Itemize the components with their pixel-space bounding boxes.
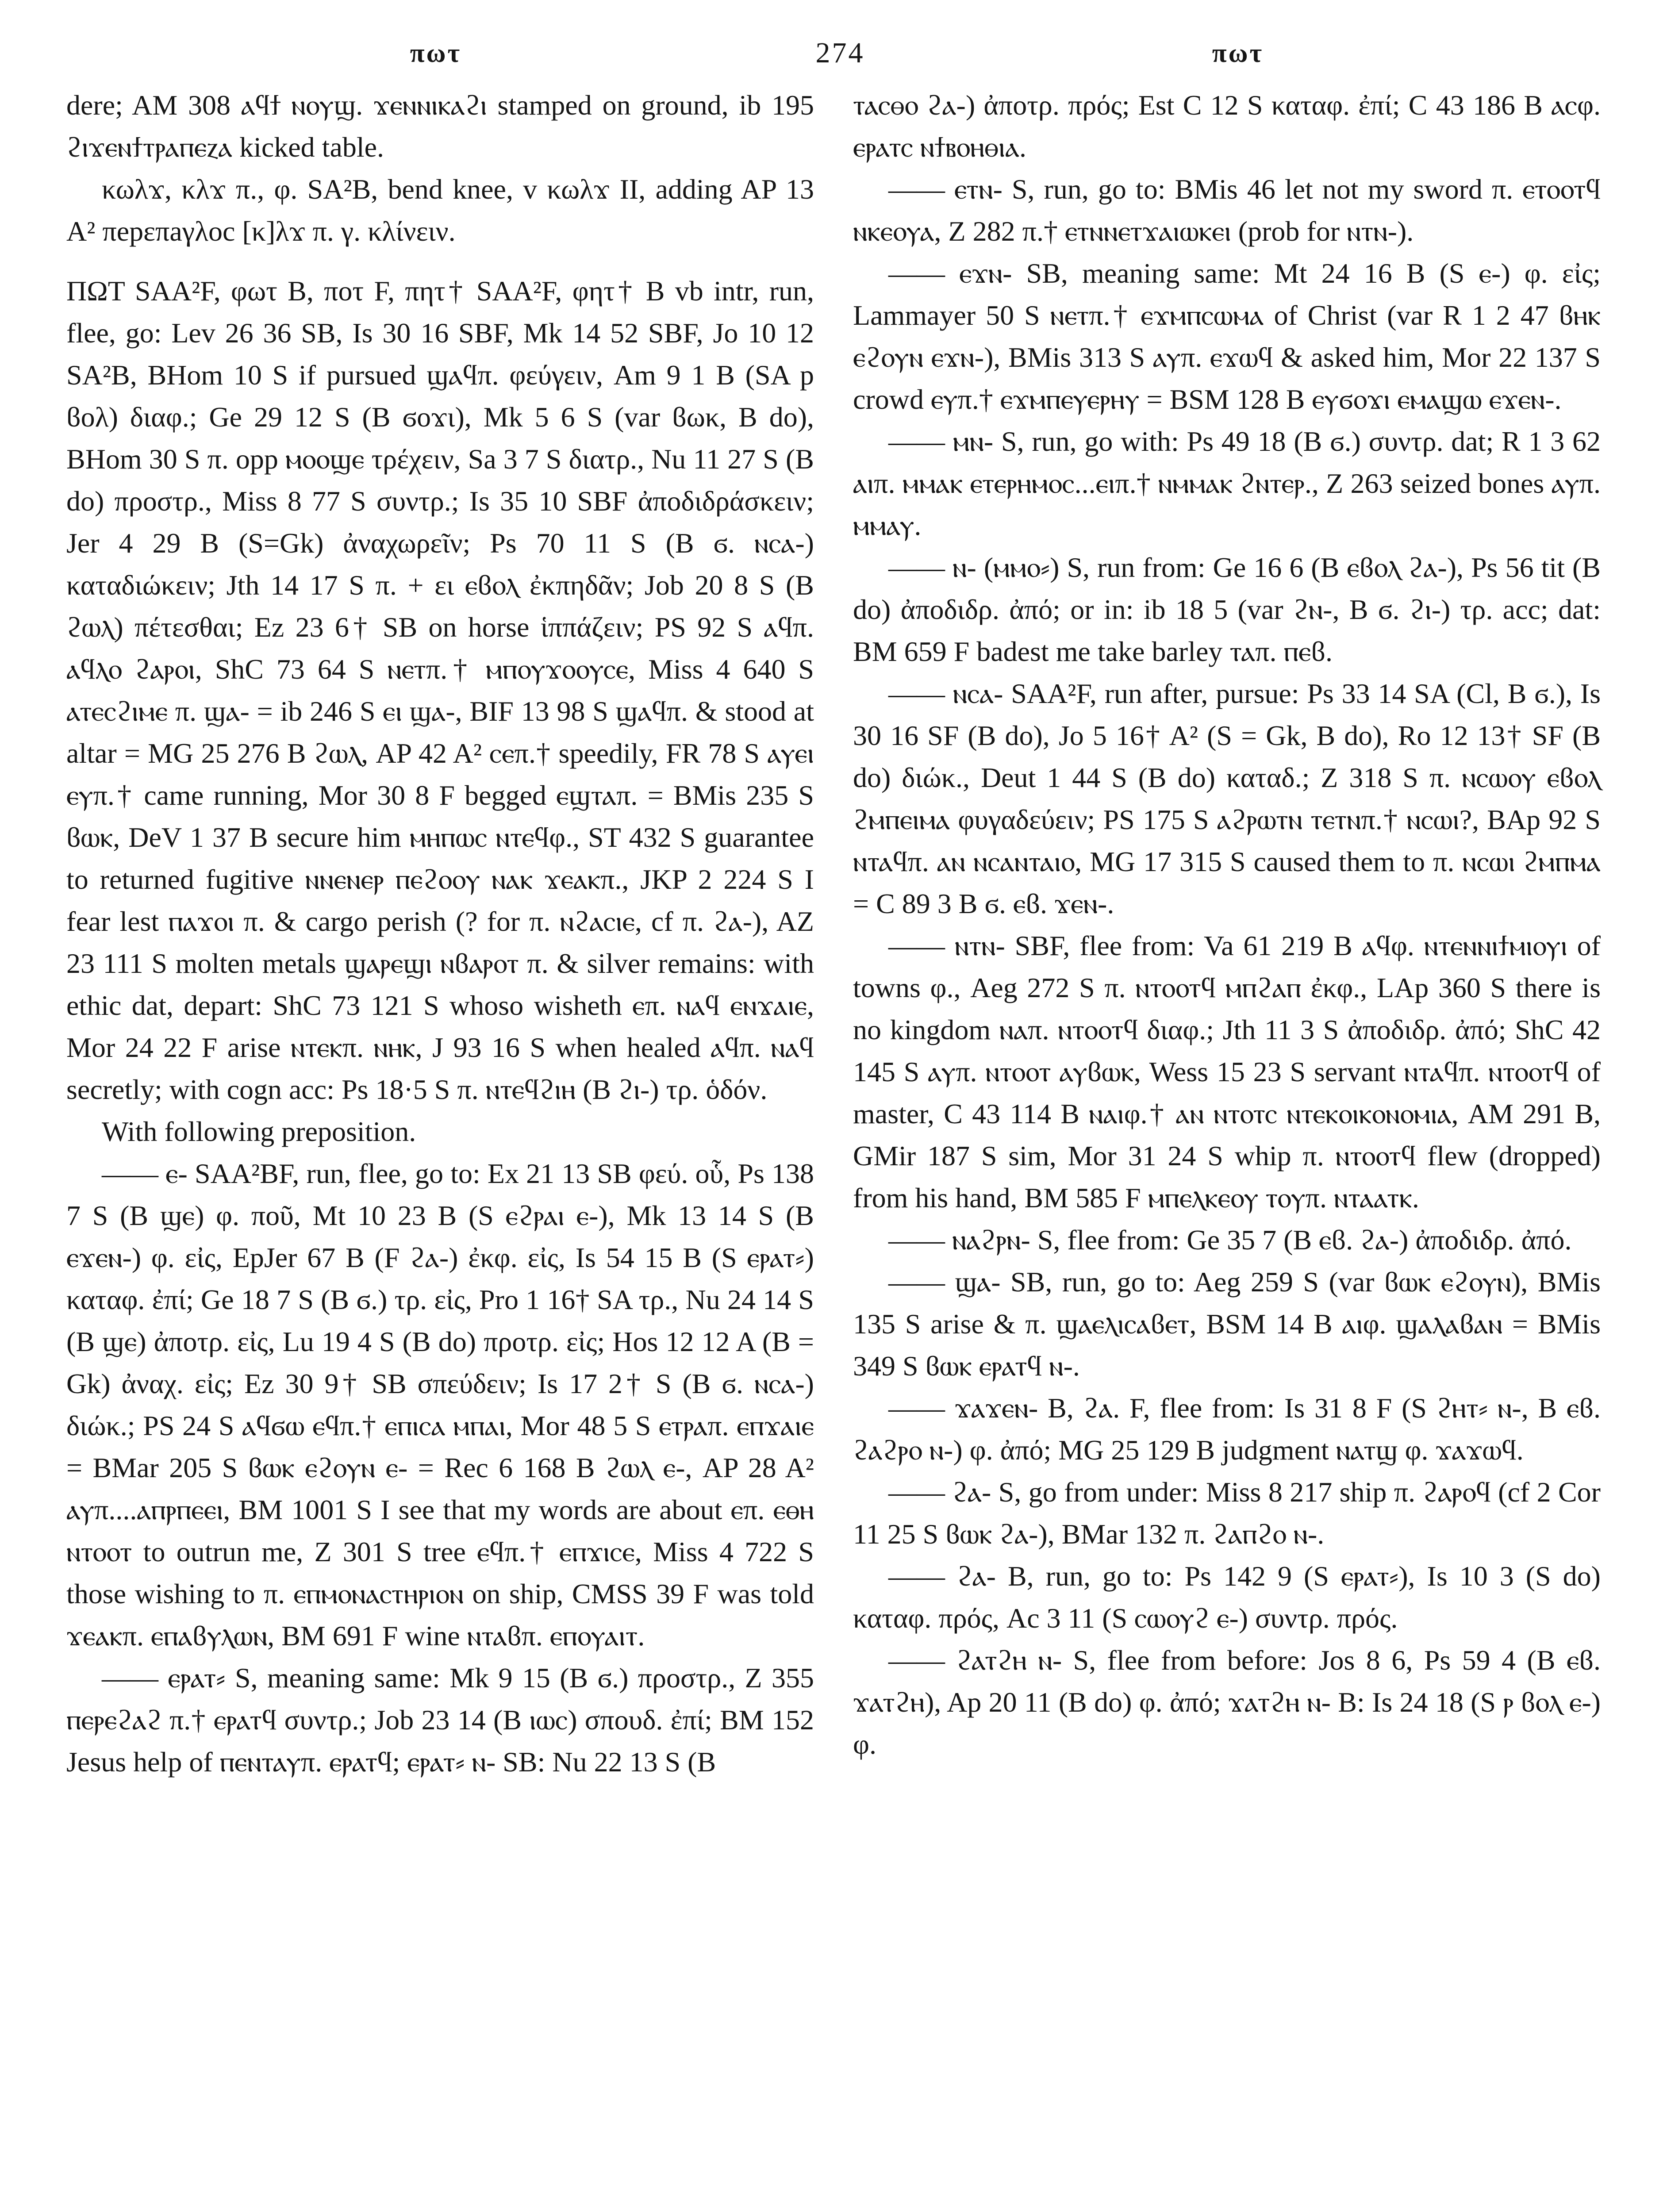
subentry-ha-to: —— ϩⲁ- B, run, go to: Ps 142 9 (S ⲉⲣⲁⲧ⸗), Is 10 3 (S do) καταφ. πρός, Ac 3 11 (S ⲥⲱⲟⲩϩ ⲉ-) συντρ. πρός. [853, 1560, 1601, 1634]
right-column [853, 84, 1601, 1783]
running-header [66, 31, 1601, 75]
subentry-e: —— ⲉ- SAA²BF, run, flee, go to: Ex 21 13 SB φεύ. οὗ, Ps 138 7 S (B ϣⲉ) φ. ποῦ, Mt 10 23 B (S ⲉϩⲣⲁⲓ ⲉ-), Mk 13 14 S (B ⲉϫⲉⲛ-) φ. εἰς, EpJer 67 B (F ϩⲁ-) ἐκφ. εἰς, Is 54 15 B (S ⲉⲣⲁⲧ⸗) καταφ. ἐπί; Ge 18 7 S (B ϭ.) τρ. εἰς, Pro 1 16† SA τρ., Nu 24 14 S (B ϣⲉ) ἀποτρ. εἰς, Lu 19 4 S (B do) προτρ. εἰς; Hos 12 12 A (B = Gk) ἀναχ. εἰς; Ez 30 9† SB σπεύδειν; Is 17 2† S (B ϭ. ⲛⲥⲁ-) διώκ.; PS 24 S ⲁϥϭⲱ ⲉϥπ.† ⲉⲡⲓⲥⲁ ⲙⲡⲁⲓ, Mor 48 5 S ⲉⲧⲣⲁπ. ⲉⲡϫⲁⲓⲉ = BMar 205 S ϐⲱⲕ ⲉϩⲟⲩⲛ ⲉ- = Rec 6 168 B ϩⲱⲗ ⲉ-, AP 28 A² ⲁⲩπ....ⲁⲡⲣⲡⲉⲉⲓ, BM 1001 S I see that my words are about ⲉπ. ⲉⲑⲏ ⲛⲧⲟⲟⲧ to outrun me, Z 301 S tree ⲉϥπ.† ⲉⲡϫⲓⲥⲉ, Miss 4 722 S those wishing to π. ⲉⲡⲙⲟⲛⲁⲥⲧⲏⲣⲓⲟⲛ on ship, CMSS 39 F was told ϫⲉⲁⲕπ. ⲉⲡⲁϐⲩⲗⲱⲛ, BM 691 F wine ⲛⲧⲁϐπ. ⲉⲡⲟⲩⲁⲓⲧ. [66, 1158, 814, 1651]
subentry-hathe: —— ϩⲁⲧϩⲏ ⲛ- S, flee from before: Jos 8 6, Ps 59 4 (B ⲉϐ. ϫⲁⲧϩⲏ), Ap 20 11 (B do) φ. ἀπό; ϫⲁⲧϩⲏ ⲛ- B: Is 24 18 (S ⲣ ϐⲟⲗ ⲉ-) φ. [853, 1644, 1601, 1760]
subentry-mn: —— ⲙⲛ- S, run, go with: Ps 49 18 (B ϭ.) συντρ. dat; R 1 3 62 ⲁⲓπ. ⲙⲙⲁⲕ ⲉⲧⲉⲣⲏⲙⲟⲥ...ⲉⲓπ.† ⲛⲙⲙⲁⲕ ϩⲛⲧⲉⲣ., Z 263 seized bones ⲁⲩπ. ⲙⲙⲁⲩ. [853, 426, 1601, 541]
section-heading-prepositions: With following preposition. [102, 1116, 416, 1147]
entry-headword-pot: ΠΩΤ SAA²F, φωτ B, ποτ F, πητ† SAA²F, φητ† B vb intr, run, flee, go: Lev 26 36 SB, Is 30 16 SBF, Mk 14 52 SBF, Jo 10 12 SA²B, BHom 10 S if pursued ϣⲁϥπ. φεύγειν, Am 9 1 B (SA p ϐολ) διαφ.; Ge 29 12 S (B ϭοϫι), Mk 5 6 S (var ϐωκ, B do), BHom 30 S π. opp ⲙⲟⲟϣⲉ τρέχειν, Sa 3 7 S διατρ., Nu 11 27 S (B do) προστρ., Miss 8 77 S συντρ.; Is 35 10 SBF ἀποδιδράσκειν; Jer 4 29 B (S=Gk) ἀναχωρεῖν; Ps 70 11 S (B ϭ. ⲛⲥⲁ-) καταδιώκειν; Jth 14 17 S π. + ει ⲉϐⲟⲗ ἐκπηδᾶν; Job 20 8 S (B ϩⲱⲗ) πέτεσθαι; Ez 23 6† SB on horse ἱππάζειν; PS 92 S ⲁϥπ. ⲁϥⲗⲟ ϩⲁⲣⲟⲓ, ShC 73 64 S ⲛⲉⲧπ.† ⲙⲡⲟⲩϫⲟⲟⲩⲥⲉ, Miss 4 640 S ⲁⲧⲉⲥϩⲓⲙⲉ π. ϣⲁ- = ib 246 S ⲉⲓ ϣⲁ-, BIF 13 98 S ϣⲁϥπ. & stood at altar = MG 25 276 B ϩⲱⲗ, AP 42 A² ⲥⲉπ.† speedily, FR 78 S ⲁⲩⲉⲓ ⲉⲩπ.† came running, Mor 30 8 F begged ⲉϣⲧⲁπ. = BMis 235 S ϐⲱⲕ, DeV 1 37 B secure him ⲙⲏⲡⲱⲥ ⲛⲧⲉϥφ., ST 432 S guarantee to returned fugitive ⲛⲛⲉⲛⲉⲣ ⲡⲉϩⲟⲟⲩ ⲛⲁⲕ ϫⲉⲁⲕπ., JKP 2 224 S I fear lest ⲡⲁϫⲟⲓ π. & cargo perish (? for π. ⲛϩⲁⲥⲓⲉ, cf π. ϩⲁ-), AZ 23 111 S molten metals ϣⲁⲣⲉϣⲓ ⲛϐⲁⲣⲟⲧ π. & silver remains: with ethic dat, depart: ShC 73 121 S whoso wisheth ⲉπ. ⲛⲁϥ ⲉⲛϫⲁⲓⲉ, Mor 24 22 F arise ⲛⲧⲉⲕπ. ⲛⲏⲕ, J 93 16 S when healed ⲁϥπ. ⲛⲁϥ secretly; with cogn acc: Ps 18·5 S π. ⲛⲧⲉϥϩⲓⲏ (B ϩⲓ-) τρ. ὁδόν. [66, 275, 814, 1105]
subentry-sha: —— ϣⲁ- SB, run, go to: Aeg 259 S (var ϐⲱⲕ ⲉϩⲟⲩⲛ), BMis 135 S arise & π. ϣⲁⲉⲗⲓⲥⲁϐⲉⲧ, BSM 14 B ⲁⲓφ. ϣⲁⲗⲁϐⲁⲛ = BMis 349 S ϐⲱⲕ ⲉⲣⲁⲧϥ ⲛ-. [853, 1266, 1601, 1382]
subentry-ha-under: —— ϩⲁ- S, go from under: Miss 8 217 ship π. ϩⲁⲣⲟϥ (cf 2 Cor 11 25 S ϐⲱⲕ ϩⲁ-), BMar 132 π. ϩⲁⲡϩⲟ ⲛ-. [853, 1476, 1601, 1550]
page-number: 274 [815, 37, 865, 69]
subentry-nsa: —— ⲛⲥⲁ- SAA²F, run after, pursue: Ps 33 14 SA (Cl, B ϭ.), Is 30 16 SF (B do), Jo 5 16† A² (S = Gk, B do), Ro 12 13† SF (B do) διώκ., Deut 1 44 S (B do) καταδ.; Z 318 S π. ⲛⲥⲱⲟⲩ ⲉϐⲟⲗ ϩⲙⲡⲉⲓⲙⲁ φυγαδεύειν; PS 175 S ⲁϩⲣⲱⲧⲛ ⲧⲉⲧⲛπ.† ⲛⲥⲱⲓ?, BAp 92 S ⲛⲧⲁϥπ. ⲁⲛ ⲛⲥⲁⲛⲧⲁⲓⲟ, MG 17 315 S caused them to π. ⲛⲥⲱⲓ ϩⲙⲡⲙⲁ = C 89 3 B ϭ. ⲉϐ. ϫⲉⲛ-. [853, 678, 1601, 919]
subentry-ejn: —— ⲉϫⲛ- SB, meaning same: Mt 24 16 B (S ⲉ-) φ. εἰς; Lammayer 50 S ⲛⲉⲧπ.† ⲉϫⲙⲡⲥⲱⲙⲁ of Christ (var R 1 2 47 ϐⲏⲕ ⲉϩⲟⲩⲛ ⲉϫⲛ-), BMis 313 S ⲁⲩπ. ⲉϫⲱϥ & asked him, Mor 22 137 S crowd ⲉⲩπ.† ⲉϫⲙⲡⲉⲩⲉⲣⲏⲩ = BSM 128 B ⲉⲩϭⲟϫⲓ ⲉⲙⲁϣⲱ ⲉϫⲉⲛ-. [853, 257, 1601, 415]
subentry-ntn: —— ⲛⲧⲛ- SBF, flee from: Va 61 219 B ⲁϥφ. ⲛⲧⲉⲛⲛⲓϯⲙⲓⲟⲩⲓ of towns φ., Aeg 272 S π. ⲛⲧⲟⲟⲧϥ ⲙⲡϩⲁⲡ ἐκφ., LAp 360 S there is no kingdom ⲛⲁπ. ⲛⲧⲟⲟⲧϥ διαφ.; Jth 11 3 S ἀποδιδρ. ἀπό; ShC 42 145 S ⲁⲩπ. ⲛⲧⲟⲟⲧ ⲁⲩϐⲱⲕ, Wess 15 23 S servant ⲛⲧⲁϥπ. ⲛⲧⲟⲟⲧϥ of master, C 43 114 B ⲛⲁⲓφ.† ⲁⲛ ⲛⲧⲟⲧⲥ ⲛⲧⲉⲕⲟⲓⲕⲟⲛⲟⲙⲓⲁ, AM 291 B, GMir 187 S sim, Mor 31 24 S whip π. ⲛⲧⲟⲟⲧϥ flew (dropped) from his hand, BM 585 F ⲙⲡⲉⲗⲕⲉⲟⲩ ⲧⲟⲩπ. ⲛⲧⲁⲁⲧⲕ. [853, 930, 1601, 1214]
subentry-erat: —— ⲉⲣⲁⲧ⸗ S, meaning same: Mk 9 15 (B ϭ.) προστρ., Z 355 ⲡⲉⲣⲉϩⲁϩ π.† ⲉⲣⲁⲧϥ συντρ.; Job 23 14 (B ⲓⲱⲥ) σπουδ. ἐπί; BM 152 Jesus help of ⲡⲉⲛⲧⲁⲩπ. ⲉⲣⲁⲧϥ; ⲉⲣⲁⲧ⸗ ⲛ- SB: Nu 22 13 S (B [66, 1662, 814, 1778]
subentry-continuation: ⲧⲁⲥⲑⲟ ϩⲁ-) ἀποτρ. πρός; Est C 12 S καταφ. ἐπί; C 43 186 B ⲁⲥφ. ⲉⲣⲁⲧⲥ ⲛϯⲃⲟⲏⲑⲓⲁ. [853, 89, 1601, 163]
subentry-n: —— ⲛ- (ⲙⲙⲟ⸗) S, run from: Ge 16 6 (B ⲉϐⲟⲗ ϩⲁ-), Ps 56 tit (B do) ἀποδιδρ. ἀπό; or in: ib 18 5 (var ϩⲛ-, B ϭ. ϩⲓ-) τρ. acc; dat: BM 659 F badest me take barley ⲧⲁπ. ⲡⲉϐ. [853, 552, 1601, 667]
subentry-etn: —— ⲉⲧⲛ- S, run, go to: BMis 46 let not my sword π. ⲉⲧⲟⲟⲧϥ ⲛⲕⲉⲟⲩⲁ, Z 282 π.† ⲉⲧⲛⲛⲉⲧϫⲁⲓⲱⲕⲉⲓ (prob for ⲛⲧⲛ-). [853, 173, 1601, 247]
header-headword-left: πωτ [410, 38, 462, 68]
two-column-body [66, 84, 1601, 1783]
entry-continuation: dere; AM 308 ⲁϥϯ ⲛⲟⲩϣ. ϫⲉⲛⲛⲓⲕⲁϩⲓ stamped on ground, ib 195 ϩⲓϫⲉⲛϯⲧⲣⲁⲡⲉⲍⲁ kicked table. [66, 89, 814, 163]
left-column [66, 84, 814, 1783]
subentry-jajen: —— ϫⲁϫⲉⲛ- B, ϩⲁ. F, flee from: Is 31 8 F (S ϩⲏⲧ⸗ ⲛ-, B ⲉϐ. ϩⲁϩⲣⲟ ⲛ-) φ. ἀπό; MG 25 129 B judgment ⲛⲁⲧϣ φ. ϫⲁϫⲱϥ. [853, 1392, 1601, 1466]
subentry-nahrn: —— ⲛⲁϩⲣⲛ- S, flee from: Ge 35 7 (B ⲉϐ. ϩⲁ-) ἀποδιδρ. ἀπό. [888, 1224, 1572, 1256]
header-headword-right: πωτ [1212, 38, 1264, 68]
entry-kolj: κωλϫ, κλϫ π., φ. SA²B, bend knee, v κωλϫ II, adding AP 13 A² πepεπaγλoc [κ]λϫ π. γ. κλίνειν. [66, 173, 814, 247]
